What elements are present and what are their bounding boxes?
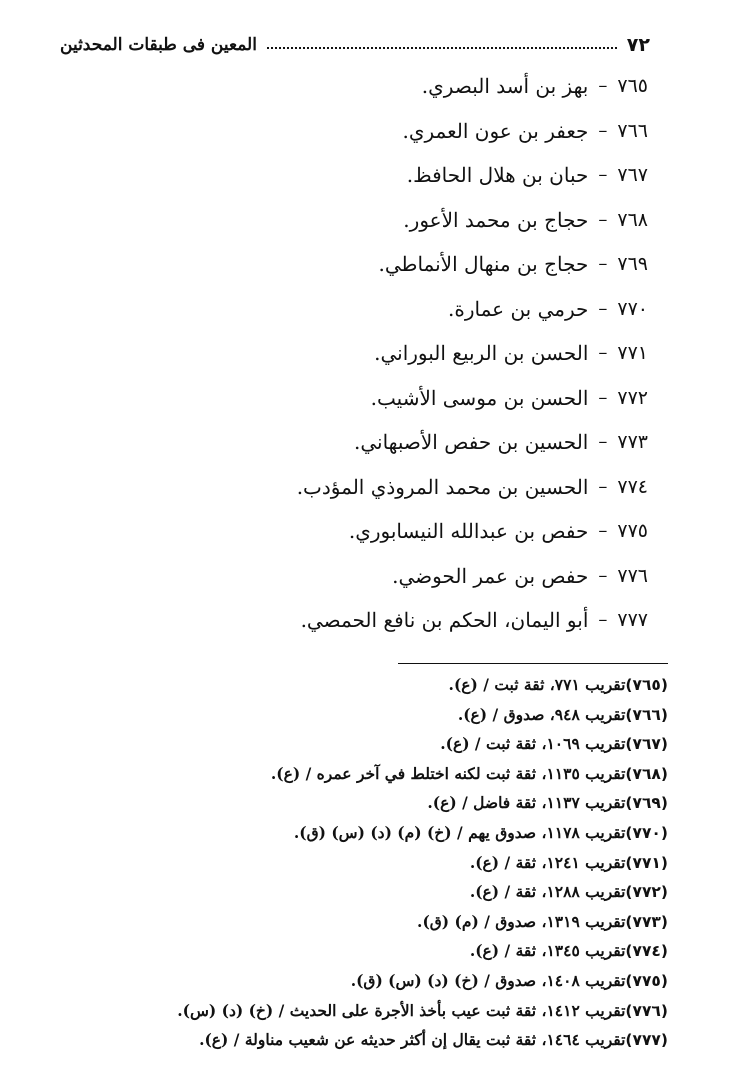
entry-dash: – <box>598 475 608 497</box>
narrator-entry <box>88 509 648 554</box>
narrator-entry <box>88 64 648 109</box>
narrator-entry <box>88 376 648 421</box>
narrator-entry <box>88 287 648 332</box>
footnote <box>48 729 668 759</box>
entry-name: حرمي بن عمارة. <box>448 296 589 321</box>
entry-number: ٧٦٦ <box>617 119 648 142</box>
entry-name: جعفر بن عون العمري. <box>402 118 589 143</box>
footnote-text: تقريب ١١٣٧، ثقة فاضل / (ع). <box>427 793 626 813</box>
narrator-entry <box>88 420 648 465</box>
entry-name: أبو اليمان، الحكم بن نافع الحمصي. <box>300 608 589 632</box>
footnote <box>48 877 668 907</box>
entry-number: ٧٧٦ <box>617 564 648 587</box>
entry-name: الحسن بن الربيع البوراني. <box>374 341 589 365</box>
narrator-entry <box>88 198 648 243</box>
footnotes <box>48 670 668 1055</box>
footnote <box>48 788 668 818</box>
footnote-ref: (٧٧٣) <box>625 912 668 931</box>
narrator-entry <box>88 598 648 643</box>
entry-dash: – <box>598 208 608 230</box>
footnote <box>48 1025 668 1055</box>
footnote-text: تقريب ١٢٨٨، ثقة / (ع). <box>469 882 626 902</box>
entry-dash: – <box>598 386 608 408</box>
narrator-entry <box>88 465 648 510</box>
entry-name: حجاج بن محمد الأعور. <box>403 207 589 232</box>
entry-name: حجاج بن منهال الأنماطي. <box>378 252 589 276</box>
entry-dash: – <box>598 75 608 96</box>
footnote <box>48 936 668 966</box>
footnote-separator <box>398 663 668 664</box>
entry-name: الحسن بن موسى الأشيب. <box>370 385 589 410</box>
footnote-ref: (٧٧٥) <box>625 971 668 990</box>
footnote-text: تقريب ١١٧٨، صدوق يهم / (خ) (م) (د) (س) (ق). <box>293 822 626 842</box>
entry-number: ٧٧٠ <box>617 297 648 320</box>
entry-number: ٧٦٩ <box>617 253 648 275</box>
narrator-list <box>88 64 648 643</box>
entry-dash: – <box>598 119 608 141</box>
footnote-text: تقريب ١٤١٢، ثقة ثبت عيب بأخذ الأجرة على الحديث / (خ) (د) (س). <box>177 1000 626 1020</box>
narrator-entry <box>88 331 648 376</box>
entry-name: بهز بن أسد البصري. <box>421 74 589 98</box>
narrator-entry <box>88 109 648 154</box>
footnote-text: تقريب ١٣١٩، صدوق / (م) (ق). <box>417 911 626 931</box>
footnote <box>48 670 668 700</box>
footnote-ref: (٧٦٥) <box>625 676 668 694</box>
footnote-ref: (٧٦٧) <box>625 735 668 754</box>
footnote-text: تقريب ١٤٠٨، صدوق / (خ) (د) (س) (ق). <box>350 970 626 990</box>
footnote-text: تقريب ١٣٤٥، ثقة / (ع). <box>469 941 626 961</box>
narrator-entry <box>88 153 648 198</box>
entry-name: الحسين بن حفص الأصبهاني. <box>353 430 589 454</box>
entry-number: ٧٦٥ <box>617 75 648 97</box>
footnote <box>48 848 668 878</box>
footnote-ref: (٧٦٨) <box>625 764 668 783</box>
entry-dash: – <box>598 431 608 452</box>
page-number: ٧٢ <box>626 34 650 56</box>
entry-name: حفص بن عبدالله النيسابوري. <box>348 519 589 543</box>
entry-dash: – <box>598 564 608 586</box>
footnote-text: تقريب ٧٧١، ثقة ثبت / (ع). <box>448 675 626 694</box>
footnote <box>48 818 668 848</box>
footnote-ref: (٧٧٠) <box>625 823 668 842</box>
footnote <box>48 759 668 789</box>
entry-number: ٧٧٤ <box>617 475 648 498</box>
entry-dash: – <box>598 520 608 541</box>
footnote-text: تقريب ١٢٤١، ثقة / (ع). <box>469 852 626 872</box>
entry-dash: – <box>598 342 608 363</box>
footnote <box>48 966 668 996</box>
entry-number: ٧٧٥ <box>617 520 648 542</box>
footnote-ref: (٧٧٤) <box>625 942 668 961</box>
footnote-text: تقريب ١١٣٥، ثقة ثبت لكنه اختلط في آخر عمره / (ع). <box>270 763 626 783</box>
running-title: المعين فى طبقات المحدثين <box>60 35 257 55</box>
entry-dash: – <box>598 609 608 630</box>
footnote-ref: (٧٦٦) <box>625 705 668 724</box>
entry-number: ٧٧٣ <box>617 431 648 453</box>
entry-name: حبان بن هلال الحافظ. <box>406 163 589 187</box>
entry-dash: – <box>598 253 608 274</box>
entry-number: ٧٧١ <box>617 342 648 364</box>
entry-dash: – <box>598 164 608 185</box>
entry-name: حفص بن عمر الحوضي. <box>392 563 589 588</box>
entry-number: ٧٧٢ <box>617 386 648 409</box>
footnote-ref: (٧٧٦) <box>625 1001 668 1020</box>
entry-number: ٧٦٨ <box>617 208 648 231</box>
footnote-ref: (٧٧١) <box>625 853 668 872</box>
page-header <box>60 30 650 60</box>
footnote-text: تقريب ٩٤٨، صدوق / (ع). <box>457 704 626 724</box>
footnote <box>48 907 668 937</box>
entry-name: الحسين بن محمد المروذي المؤدب. <box>296 474 589 499</box>
narrator-entry <box>88 242 648 287</box>
entry-number: ٧٦٧ <box>617 164 648 186</box>
footnote <box>48 996 668 1026</box>
footnote-ref: (٧٧٢) <box>625 883 668 902</box>
header-dotted-leader <box>267 47 617 49</box>
entry-dash: – <box>598 297 608 319</box>
footnote <box>48 700 668 730</box>
footnote-text: تقريب ١٠٦٩، ثقة ثبت / (ع). <box>440 734 626 754</box>
narrator-entry <box>88 554 648 599</box>
entry-number: ٧٧٧ <box>617 609 648 631</box>
footnote-text: تقريب ١٤٦٤، ثقة ثبت يقال إن أكثر حديثه عن شعيب مناولة / (ع). <box>199 1030 626 1050</box>
footnote-ref: (٧٦٩) <box>625 794 668 813</box>
footnote-ref: (٧٧٧) <box>625 1031 668 1050</box>
